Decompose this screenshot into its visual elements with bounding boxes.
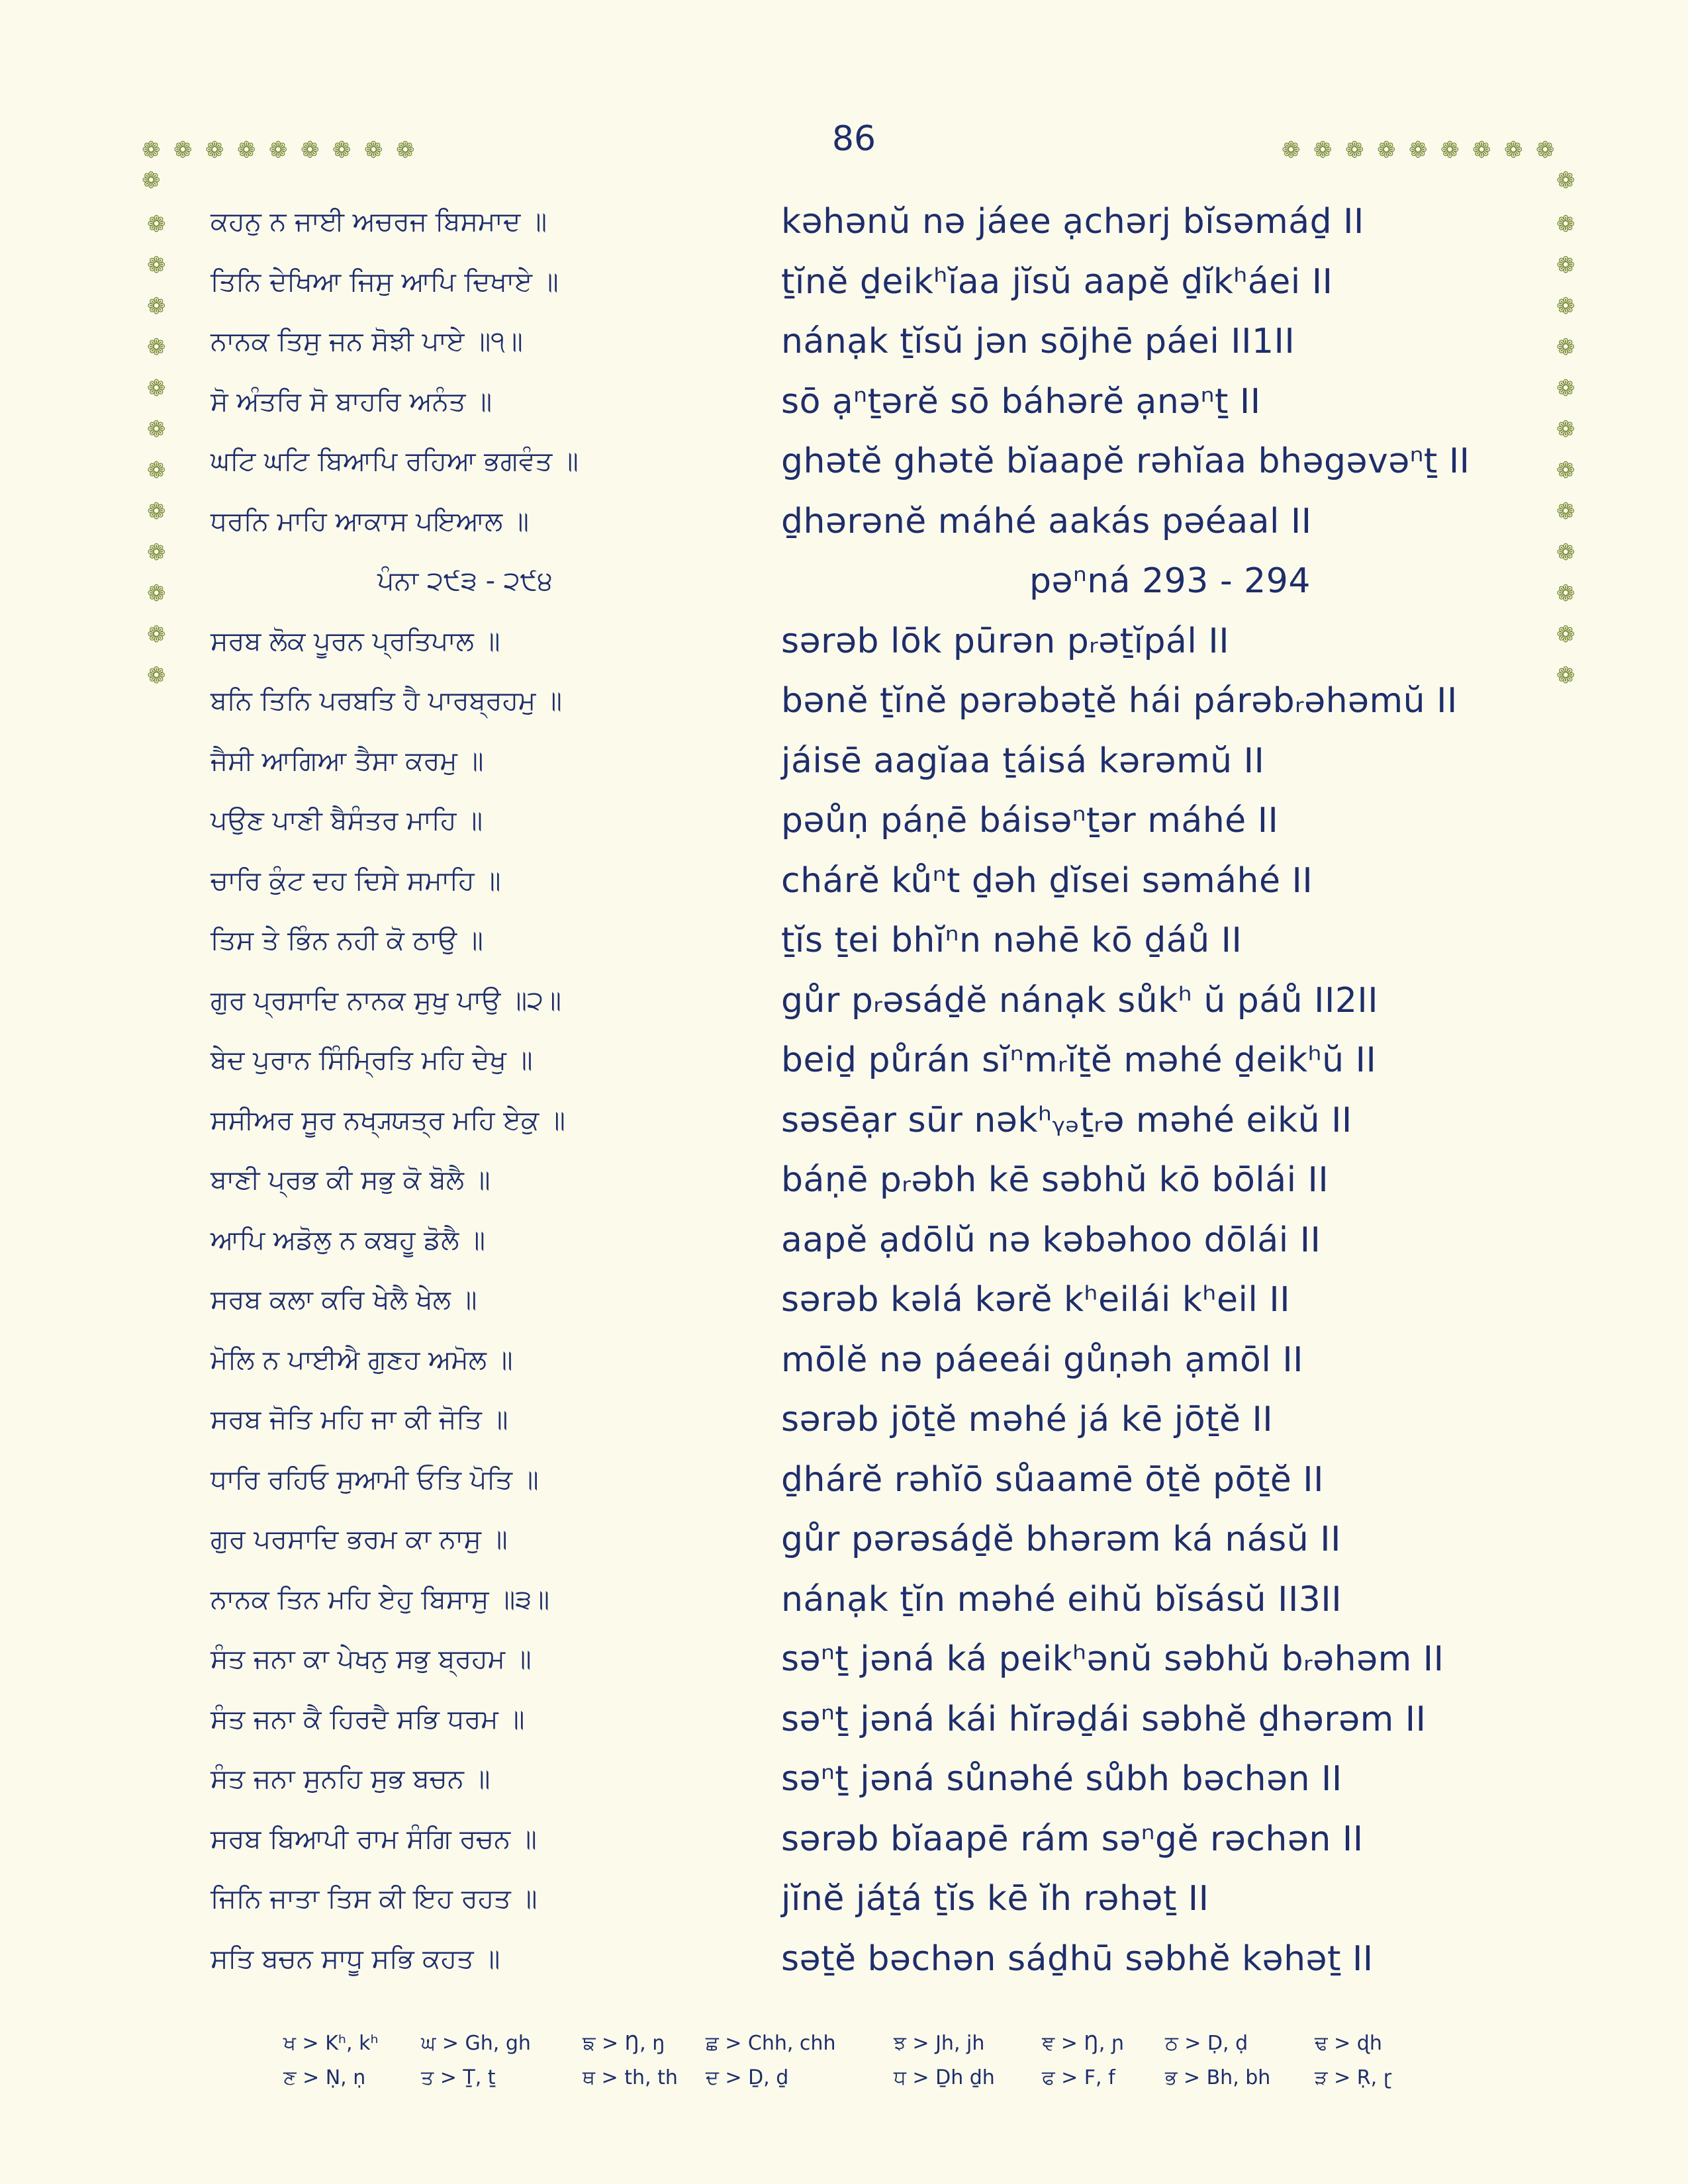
verse-line	[0, 252, 1688, 312]
flower-icon: ❁	[1409, 137, 1428, 163]
transliteration-text: jĭnĕ jáṯá ṯĭs kē ĭh rəhəṯ II	[781, 1879, 1209, 1919]
flower-icon: ❁	[269, 137, 288, 163]
verse-line	[0, 1330, 1688, 1390]
verse-line	[0, 1390, 1688, 1449]
flower-icon: ❁	[1313, 137, 1333, 163]
transliteration-text: gůr pᵣəsáḏĕ nánạk sůkʰ ŭ páů II2II	[781, 980, 1379, 1021]
gurmukhi-text: ਜੈਸੀ ਆਗਿਆ ਤੈਸਾ ਕਰਮੁ ॥	[211, 745, 484, 776]
verse-line	[0, 372, 1688, 432]
gurmukhi-text: ਨਾਨਕ ਤਿਨ ਮਹਿ ਏਹੁ ਬਿਸਾਸੁ ॥੩॥	[211, 1584, 550, 1615]
flower-icon: ❁	[147, 580, 166, 607]
transliteration-text: nánạk ṯĭsŭ jən sōjhē páei II1II	[781, 322, 1295, 361]
flower-icon: ❁	[147, 621, 166, 648]
flower-icon: ❁	[147, 211, 166, 238]
flower-icon: ❁	[1556, 167, 1575, 194]
transliteration-text: jáisē aagĭaa ṯáisá kərəmŭ II	[781, 741, 1265, 781]
transliteration-text: ghətĕ ghətĕ bĭaapĕ rəhĭaa bhəgəvəⁿṯ II	[781, 441, 1470, 481]
flower-icon: ❁	[1556, 457, 1575, 484]
flower-icon: ❁	[142, 137, 161, 163]
transliteration-text: ṯĭs ṯei bhĭⁿn nəhē kō ḏáů II	[781, 921, 1243, 960]
verse-line	[0, 791, 1688, 850]
gurmukhi-text: ਨਾਨਕ ਤਿਸੁ ਜਨ ਸੋਝੀ ਪਾਏ ॥੧॥	[211, 326, 523, 357]
legend-entry: ਖ > Kʰ, kʰ	[283, 2032, 379, 2055]
transliteration-text: sərəb bĭaapē rám səⁿgĕ rəchən II	[781, 1819, 1364, 1859]
transliteration-text: ḏhərənĕ máhé aakás pəéaal II	[781, 501, 1312, 541]
gurmukhi-text: ਪੰਨਾ ੨੯੩ - ੨੯੪	[377, 566, 553, 596]
verse-line	[0, 911, 1688, 970]
transliteration-text: beiḏ půrán sĭⁿmᵣĭṯĕ məhé ḏeikʰŭ II	[781, 1040, 1377, 1080]
flower-icon: ❁	[301, 137, 320, 163]
transliteration-text: sō ạⁿṯərĕ sō báhərĕ ạnəⁿṯ II	[781, 381, 1261, 422]
flower-icon: ❁	[1377, 137, 1396, 163]
legend-entry: ਦ > Ḏ, ḏ	[706, 2066, 789, 2089]
flower-icon: ❁	[1556, 375, 1575, 402]
flower-icon: ❁	[1556, 498, 1575, 525]
verse-line	[0, 1210, 1688, 1270]
verse-line	[0, 1091, 1688, 1150]
transliteration-text: nánạk ṯĭn məhé eihŭ bĭsásŭ II3II	[781, 1579, 1342, 1619]
flower-icon: ❁	[142, 167, 161, 194]
gurmukhi-text: ਚਾਰਿ ਕੁੰਟ ਦਹ ਦਿਸੇ ਸਮਾਹਿ ॥	[211, 865, 501, 896]
verse-line	[0, 971, 1688, 1030]
gurmukhi-text: ਬੇਦ ਪੁਰਾਨ ਸਿੰਮ੍ਰਿਤਿ ਮਹਿ ਦੇਖੁ ॥	[211, 1045, 533, 1075]
flower-icon: ❁	[1556, 621, 1575, 648]
flower-icon: ❁	[332, 137, 352, 163]
verse-line	[0, 192, 1688, 251]
flower-icon: ❁	[237, 137, 256, 163]
verse-line	[0, 1150, 1688, 1210]
transliteration-text: chárĕ kůⁿt ḏəh ḏĭsei səmáhé II	[781, 860, 1313, 901]
legend-entry: ਛ > Chh, chh	[706, 2032, 836, 2055]
transliteration-legend	[0, 2032, 1688, 2105]
flower-icon: ❁	[1472, 137, 1491, 163]
flower-icon: ❁	[1536, 137, 1555, 163]
gurmukhi-text: ਧਰਨਿ ਮਾਹਿ ਆਕਾਸ ਪਇਆਲ ॥	[211, 506, 529, 537]
gurmukhi-text: ਤਿਸ ਤੇ ਭਿੰਨ ਨਹੀ ਕੋ ਠਾਉ ॥	[211, 925, 483, 956]
flower-icon: ❁	[147, 334, 166, 361]
gurmukhi-text: ਸੰਤ ਜਨਾ ਕਾ ਪੇਖਨੁ ਸਭੁ ਬ੍ਰਹਮ ॥	[211, 1644, 532, 1674]
gurmukhi-text: ਤਿਨਿ ਦੇਖਿਆ ਜਿਸੁ ਆਪਿ ਦਿਖਾਏ ॥	[211, 266, 559, 297]
legend-entry: ਙ > Ŋ, ŋ	[583, 2032, 665, 2055]
legend-entry: ਥ > th, th	[583, 2066, 678, 2089]
gurmukhi-text: ਆਪਿ ਅਡੋਲੁ ਨ ਕਬਹੂ ਡੋਲੈ ॥	[211, 1224, 486, 1255]
transliteration-text: sərəb jōṯĕ məhé já kē jōṯĕ II	[781, 1400, 1274, 1439]
gurmukhi-text: ਗੁਰ ਪ੍ਰਸਾਦਿ ਨਾਨਕ ਸੁਖੁ ਪਾਉ ॥੨॥	[211, 985, 561, 1016]
transliteration-text: mōlĕ nə páeeái gůṇəh ạmōl II	[781, 1340, 1303, 1380]
flower-icon: ❁	[147, 416, 166, 443]
transliteration-text: səⁿṯ jəná sůnəhé sůbh bəchən II	[781, 1759, 1342, 1799]
flower-icon: ❁	[147, 293, 166, 320]
verse-line	[0, 1869, 1688, 1929]
gurmukhi-text: ਕਹਨੁ ਨ ਜਾਈ ਅਚਰਜ ਬਿਸਮਾਦ ॥	[211, 206, 547, 237]
legend-entry: ਤ > Ṯ, ṯ	[421, 2066, 496, 2089]
flower-icon: ❁	[173, 137, 193, 163]
flower-icon: ❁	[147, 662, 166, 689]
legend-entry: ਝ > Jh, jh	[894, 2032, 985, 2055]
legend-entry: ਞ > Ŋ, ɲ	[1042, 2032, 1125, 2055]
flower-icon: ❁	[1556, 211, 1575, 238]
gurmukhi-text: ਸਰਬ ਲੋਕ ਪੂਰਨ ਪ੍ਰਤਿਪਾਲ ॥	[211, 625, 500, 657]
legend-entry: ਧ > Ḏh ḏh	[894, 2066, 995, 2089]
gurmukhi-text: ਜਿਨਿ ਜਾਤਾ ਤਿਸ ਕੀ ਇਹ ਰਹਤ ॥	[211, 1884, 538, 1914]
transliteration-text: bənĕ ṯĭnĕ pərəbəṯĕ hái párəbᵣəhəmŭ II	[781, 681, 1458, 721]
flower-icon: ❁	[1345, 137, 1364, 163]
gurmukhi-text: ਸੋ ਅੰਤਰਿ ਸੋ ਬਾਹਰਿ ਅਨੰਤ ॥	[211, 386, 492, 417]
transliteration-text: aapĕ ạdōlŭ nə kəbəhoo dōlái II	[781, 1220, 1321, 1260]
flower-icon: ❁	[147, 457, 166, 484]
flower-icon: ❁	[1556, 252, 1575, 279]
verse-line	[0, 432, 1688, 491]
transliteration-text: səsēạr sūr nəkʰᵧₔṯᵣə məhé eikŭ II	[781, 1100, 1352, 1140]
flower-icon: ❁	[364, 137, 383, 163]
flower-icon: ❁	[1556, 580, 1575, 607]
transliteration-text: kəhənŭ nə jáee ạchərj bĭsəmáḏ II	[781, 202, 1364, 242]
legend-entry: ਠ > Ḍ, ḍ	[1165, 2032, 1248, 2055]
gurmukhi-text: ਘਟਿ ਘਟਿ ਬਿਆਪਿ ਰਹਿਆ ਭਗਵੰਤ ॥	[211, 446, 579, 477]
flower-icon: ❁	[1282, 137, 1301, 163]
flower-icon: ❁	[1556, 662, 1575, 689]
legend-entry: ੜ > Ṛ, ɽ	[1315, 2066, 1392, 2089]
verse-line	[0, 1629, 1688, 1689]
gurmukhi-text: ਬਾਣੀ ਪ੍ਰਭ ਕੀ ਸਭੁ ਕੋ ਬੋਲੈ ॥	[211, 1165, 491, 1195]
legend-entry: ਭ > Bh, bh	[1165, 2066, 1271, 2089]
verse-line	[0, 1809, 1688, 1869]
gurmukhi-text: ਸੰਤ ਜਨਾ ਕੈ ਹਿਰਦੈ ਸਭਿ ਧਰਮ ॥	[211, 1704, 525, 1735]
verse-line	[0, 671, 1688, 731]
transliteration-text: ṯĭnĕ ḏeikʰĭaa jĭsŭ aapĕ ḏĭkʰáei II	[781, 261, 1333, 302]
flower-icon: ❁	[1556, 293, 1575, 320]
transliteration-text: sərəb kəlá kərĕ kʰeilái kʰeil II	[781, 1280, 1291, 1320]
gurmukhi-text: ਧਾਰਿ ਰਹਿਓ ਸੁਆਮੀ ਓਤਿ ਪੋਤਿ ॥	[211, 1464, 539, 1495]
flower-icon: ❁	[1556, 334, 1575, 361]
gurmukhi-text: ਬਨਿ ਤਿਨਿ ਪਰਬਤਿ ਹੈ ਪਾਰਬ੍ਰਹਮੁ ॥	[211, 686, 563, 716]
transliteration-text: pəⁿná 293 - 294	[1029, 561, 1311, 601]
flower-icon: ❁	[147, 539, 166, 566]
verse-line	[0, 1510, 1688, 1569]
transliteration-text: sərəb lōk pūrən pᵣəṯĭpál II	[781, 621, 1230, 661]
verse-line	[0, 731, 1688, 791]
flower-icon: ❁	[147, 498, 166, 525]
flower-icon: ❁	[1556, 539, 1575, 566]
flower-icon: ❁	[1440, 137, 1460, 163]
verse-line	[0, 1929, 1688, 1989]
gurmukhi-text: ਸਰਬ ਬਿਆਪੀ ਰਾਮ ਸੰਗਿ ਰਚਨ ॥	[211, 1823, 537, 1854]
verse-line	[0, 851, 1688, 911]
gurmukhi-text: ਸੰਤ ਜਨਾ ਸੁਨਹਿ ਸੁਭ ਬਚਨ ॥	[211, 1764, 491, 1794]
gurmukhi-text: ਮੋਲਿ ਨ ਪਾਈਐ ਗੁਣਹ ਅਮੋਲ ॥	[211, 1344, 513, 1375]
legend-entry: ਢ > ɖh	[1315, 2032, 1382, 2055]
flower-icon: ❁	[396, 137, 415, 163]
gurmukhi-text: ਸਰਬ ਕਲਾ ਕਰਿ ਖੇਲੈ ਖੇਲ ॥	[211, 1285, 477, 1315]
flower-icon: ❁	[1504, 137, 1523, 163]
flower-icon: ❁	[205, 137, 224, 163]
verse-line	[0, 1570, 1688, 1629]
transliteration-text: báṇē pᵣəbh kē səbhŭ kō bōlái II	[781, 1160, 1329, 1200]
verse-line	[0, 612, 1688, 671]
transliteration-text: səⁿṯ jəná ká peikʰənŭ səbhŭ bᵣəhəm II	[781, 1639, 1444, 1679]
flower-icon: ❁	[147, 252, 166, 279]
transliteration-text: səṯĕ bəchən sáḏhū səbhĕ kəhəṯ II	[781, 1938, 1374, 1979]
verse-line	[0, 312, 1688, 371]
flower-icon: ❁	[1556, 416, 1575, 443]
transliteration-text: gůr pərəsáḏĕ bhərəm ká násŭ II	[781, 1520, 1341, 1559]
verse-line	[0, 1030, 1688, 1090]
verse-line	[0, 1749, 1688, 1809]
gurmukhi-text: ਸਰਬ ਜੋਤਿ ਮਹਿ ਜਾ ਕੀ ਜੋਤਿ ॥	[211, 1404, 508, 1435]
verse-line	[0, 1270, 1688, 1330]
transliteration-text: səⁿṯ jəná kái hĭrəḏái səbhĕ ḏhərəm II	[781, 1699, 1427, 1739]
transliteration-text: pəůṇ páṇē báisəⁿṯər máhé II	[781, 801, 1279, 841]
verse-line	[0, 1690, 1688, 1749]
gurmukhi-text: ਪਉਣ ਪਾਣੀ ਬੈਸੰਤਰ ਮਾਹਿ ॥	[211, 805, 483, 836]
gurmukhi-text: ਸਤਿ ਬਚਨ ਸਾਧੂ ਸਭਿ ਕਹਤ ॥	[211, 1943, 500, 1974]
legend-entry: ਫ > F, f	[1042, 2066, 1115, 2089]
verse-line	[0, 551, 1688, 611]
gurmukhi-text: ਗੁਰ ਪਰਸਾਦਿ ਭਰਮ ਕਾ ਨਾਸੁ ॥	[211, 1524, 508, 1555]
verse-line	[0, 1450, 1688, 1510]
legend-entry: ਘ > Gh, gh	[421, 2032, 531, 2055]
page-number: 86	[831, 119, 876, 159]
transliteration-text: ḏhárĕ rəhĭō sůaamē ōṯĕ pōṯĕ II	[781, 1459, 1324, 1500]
legend-entry: ਣ > Ṇ, ṇ	[283, 2066, 366, 2089]
gurmukhi-text: ਸਸੀਅਰ ਸੂਰ ਨਖ੍ਯ੍ਯਤ੍ਰ ਮਹਿ ਏਕੁ ॥	[211, 1105, 565, 1136]
flower-icon: ❁	[147, 375, 166, 402]
verse-line	[0, 492, 1688, 551]
